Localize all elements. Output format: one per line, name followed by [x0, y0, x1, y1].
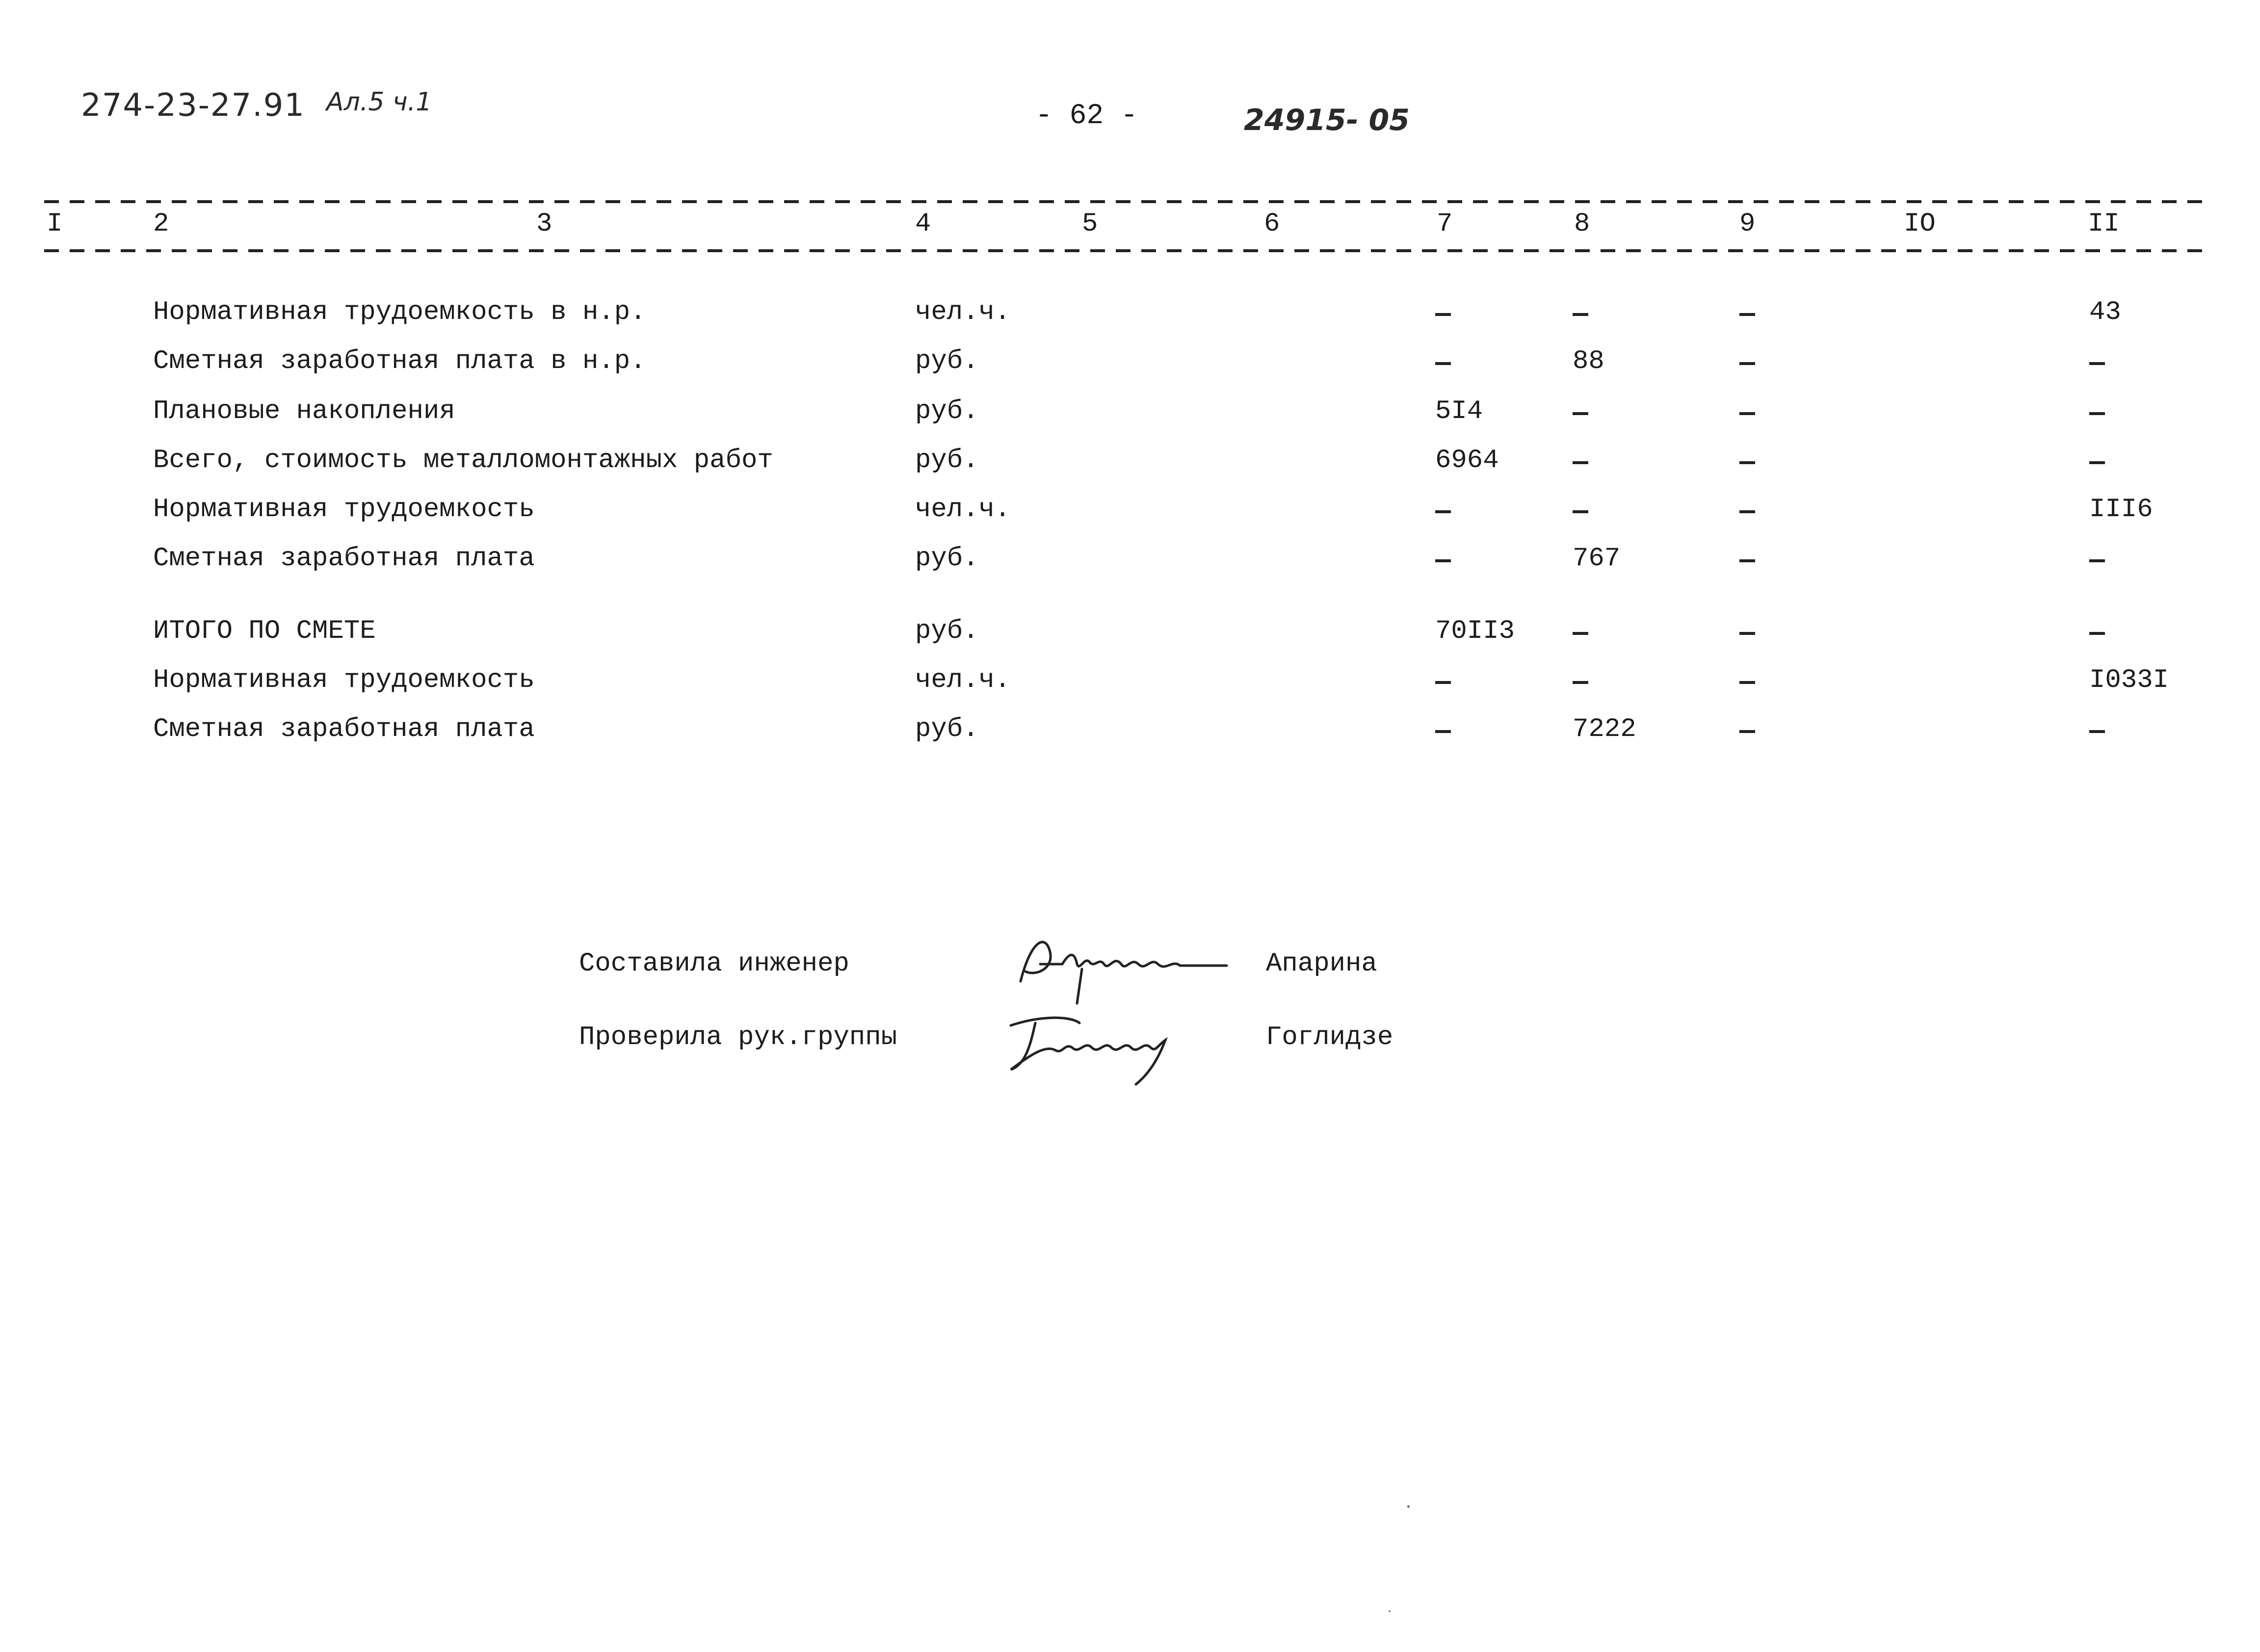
empty-value-dash [1739, 313, 1755, 316]
cell-value: 6964 [1435, 446, 1499, 475]
empty-value-dash [1435, 559, 1451, 562]
empty-value-dash [2089, 559, 2105, 562]
row-unit: руб. [915, 396, 979, 426]
empty-value-dash [1739, 510, 1755, 513]
column-header: 2 [153, 209, 169, 239]
row-unit: руб. [915, 714, 979, 744]
column-header: 9 [1739, 209, 1756, 239]
page-number: - 62 - [1035, 100, 1138, 132]
empty-value-dash [1739, 412, 1755, 415]
row-unit: руб. [915, 616, 979, 646]
scan-speck [1407, 1505, 1410, 1508]
empty-value-dash [1573, 681, 1588, 684]
row-label: Всего, стоимость металломонтажных работ [153, 446, 773, 475]
row-label: Нормативная трудоемкость [153, 665, 535, 695]
empty-value-dash [2089, 362, 2105, 365]
empty-value-dash [1739, 681, 1755, 684]
cell-value: 70II3 [1435, 616, 1515, 646]
empty-value-dash [1739, 730, 1755, 733]
cell-value: III6 [2089, 495, 2153, 524]
empty-value-dash [2089, 461, 2105, 464]
row-unit: чел.ч. [915, 297, 1011, 327]
row-label: Сметная заработная плата в н.р. [153, 346, 646, 376]
empty-value-dash [1573, 632, 1588, 635]
row-unit: чел.ч. [915, 495, 1011, 524]
row-label: Нормативная трудоемкость в н.р. [153, 297, 646, 327]
cell-value: 5I4 [1435, 396, 1483, 426]
compiled-by-role: Составила инженер [579, 949, 849, 979]
empty-value-dash [2089, 412, 2105, 415]
checker-signature [1001, 1001, 1207, 1094]
empty-value-dash [2089, 730, 2105, 733]
row-label: Плановые накопления [153, 396, 455, 426]
empty-value-dash [1435, 681, 1451, 684]
column-header: IO [1904, 209, 1936, 239]
checker-name: Гоглидзе [1266, 1023, 1393, 1052]
column-header: 6 [1264, 209, 1280, 239]
cell-value: 7222 [1573, 714, 1636, 744]
empty-value-dash [1573, 412, 1588, 415]
album-note: Ал.5 ч.1 [326, 87, 432, 117]
empty-value-dash [1435, 313, 1451, 316]
column-header: I [47, 209, 63, 239]
column-header: 3 [536, 209, 552, 239]
cell-value: 88 [1573, 346, 1604, 376]
column-header: 8 [1574, 209, 1590, 239]
empty-value-dash [1573, 461, 1588, 464]
column-header: 7 [1437, 209, 1453, 239]
cell-value: 43 [2089, 297, 2121, 327]
stamp-number: 24915- 05 [1244, 103, 1410, 137]
column-header: 5 [1082, 209, 1098, 239]
row-label: Нормативная трудоемкость [153, 495, 535, 524]
document-code: 274-23-27.91 [81, 87, 305, 124]
empty-value-dash [2089, 632, 2105, 635]
row-unit: руб. [915, 544, 979, 574]
header-top-rule [44, 200, 2213, 203]
empty-value-dash [1435, 510, 1451, 513]
cell-value: I033I [2089, 665, 2169, 695]
empty-value-dash [1573, 510, 1588, 513]
empty-value-dash [1739, 362, 1755, 365]
empty-value-dash [1739, 461, 1755, 464]
column-header: II [2088, 209, 2120, 239]
row-label: ИТОГО ПО СМЕТЕ [153, 616, 376, 646]
compiler-signature [1016, 922, 1241, 1011]
row-label: Сметная заработная плата [153, 714, 535, 744]
row-unit: руб. [915, 446, 979, 475]
scan-speck [1389, 1610, 1391, 1612]
empty-value-dash [1435, 730, 1451, 733]
empty-value-dash [1739, 559, 1755, 562]
compiler-name: Апарина [1266, 949, 1377, 979]
column-header: 4 [915, 209, 931, 239]
row-unit: чел.ч. [915, 665, 1011, 695]
cell-value: 767 [1573, 544, 1621, 574]
header-bottom-rule [44, 249, 2213, 252]
empty-value-dash [1435, 362, 1451, 365]
empty-value-dash [1739, 632, 1755, 635]
empty-value-dash [1573, 313, 1588, 316]
row-unit: руб. [915, 346, 979, 376]
row-label: Сметная заработная плата [153, 544, 535, 574]
checked-by-role: Проверила рук.группы [579, 1023, 897, 1052]
